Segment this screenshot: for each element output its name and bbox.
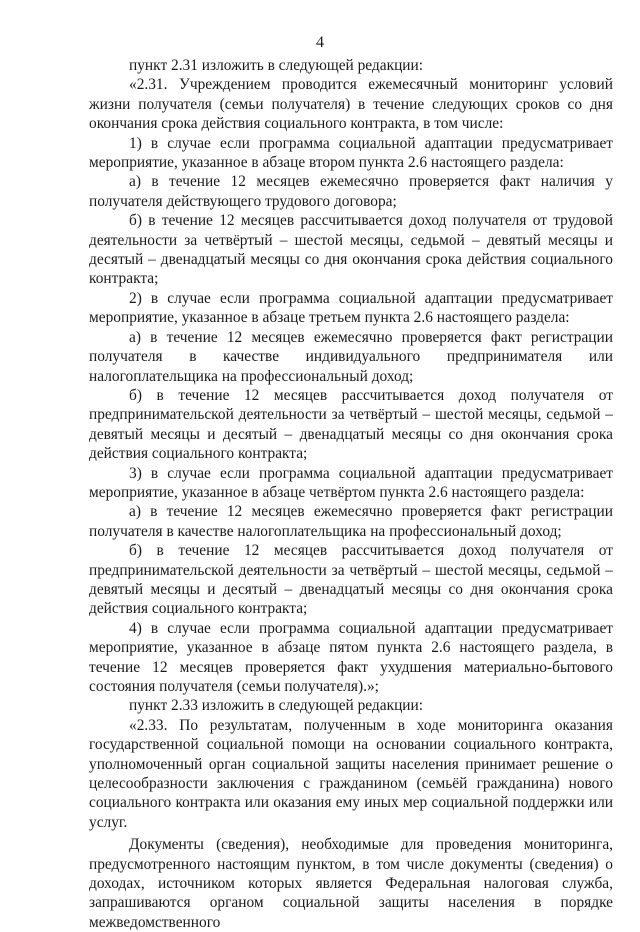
paragraph: б) в течение 12 месяцев рассчитывается доход получателя от предпринимательской деятельности за четвёртый – шестой месяцы, седьмой – девятый месяцы и десятый – двенадцатый месяцы со дня окончания срока действия социального контракта; [89,386,613,463]
paragraph: б) в течение 12 месяцев рассчитывается доход получателя от предпринимательской деятельности за четвёртый – шестой месяцы, седьмой – девятый месяцы и десятый – двенадцатый месяцы со дня окончания срока действия социального контракта; [89,542,613,618]
document-body [89,56,613,932]
paragraph: пункт 2.33 изложить в следующей редакции: [129,697,424,715]
paragraph: 3) в случае если программа социальной адаптации предусматривает мероприятие, указанное в абзаце четвёртом пункта 2.6 настоящего раздела: [89,464,613,501]
paragraph: б) в течение 12 месяцев рассчитывается доход получателя от трудовой деятельности за четвёртый – шестой месяцы, седьмой – девятый месяцы и десятый – двенадцатый месяцы со дня окончания срока действия социального контракта; [89,212,613,288]
paragraph: «2.33. По результатам, полученным в ходе мониторинга оказания государственной социальной помощи на основании социального контракта, уполномоченный орган социальной защиты населения принимает решение о целесообразности заключения с гражданином (семьёй гражданина) нового социального контракта или оказания ему иных мер социальной поддержки или услуг. [89,716,613,831]
paragraph: «2.31. Учреждением проводится ежемесячный мониторинг условий жизни получателя (семьи получателя) в течение следующих сроков со дня окончания срока действия социального контракта, в том числе: [89,76,613,133]
paragraph: а) в течение 12 месяцев ежемесячно проверяется факт наличия у получателя действующего трудового договора; [89,173,613,210]
paragraph: а) в течение 12 месяцев ежемесячно проверяется факт регистрации получателя в качестве индивидуального предпринимателя или налогоплательщика на профессиональный доход; [89,328,613,385]
paragraph: пункт 2.31 изложить в следующей редакции: [129,57,424,74]
paragraph: 4) в случае если программа социальной адаптации предусматривает мероприятие, указанное в абзаце пятом пункта 2.6 настоящего раздела, в течение 12 месяцев проверяется факт ухудшения материально-бытового состояния получателя (семьи получателя).»; [89,619,613,695]
page-number: 4 [316,34,324,51]
paragraph: а) в течение 12 месяцев ежемесячно проверяется факт регистрации получателя в качестве налогоплательщика на профессиональный доход; [89,503,613,540]
paragraph: 2) в случае если программа социальной адаптации предусматривает мероприятие, указанное в абзаце третьем пункта 2.6 настоящего раздела: [89,289,613,327]
paragraph: 1) в случае если программа социальной адаптации предусматривает мероприятие, указанное в абзаце втором пункта 2.6 настоящего раздела: [89,134,613,172]
paragraph: Документы (сведения), необходимые для проведения мониторинга, предусмотренного настоящим пунктом, в том числе документы (сведения) о доходах, источником которых является Федеральная налоговая служба, запрашиваются органом социальной защиты населения в порядке межведомственного [89,836,613,931]
